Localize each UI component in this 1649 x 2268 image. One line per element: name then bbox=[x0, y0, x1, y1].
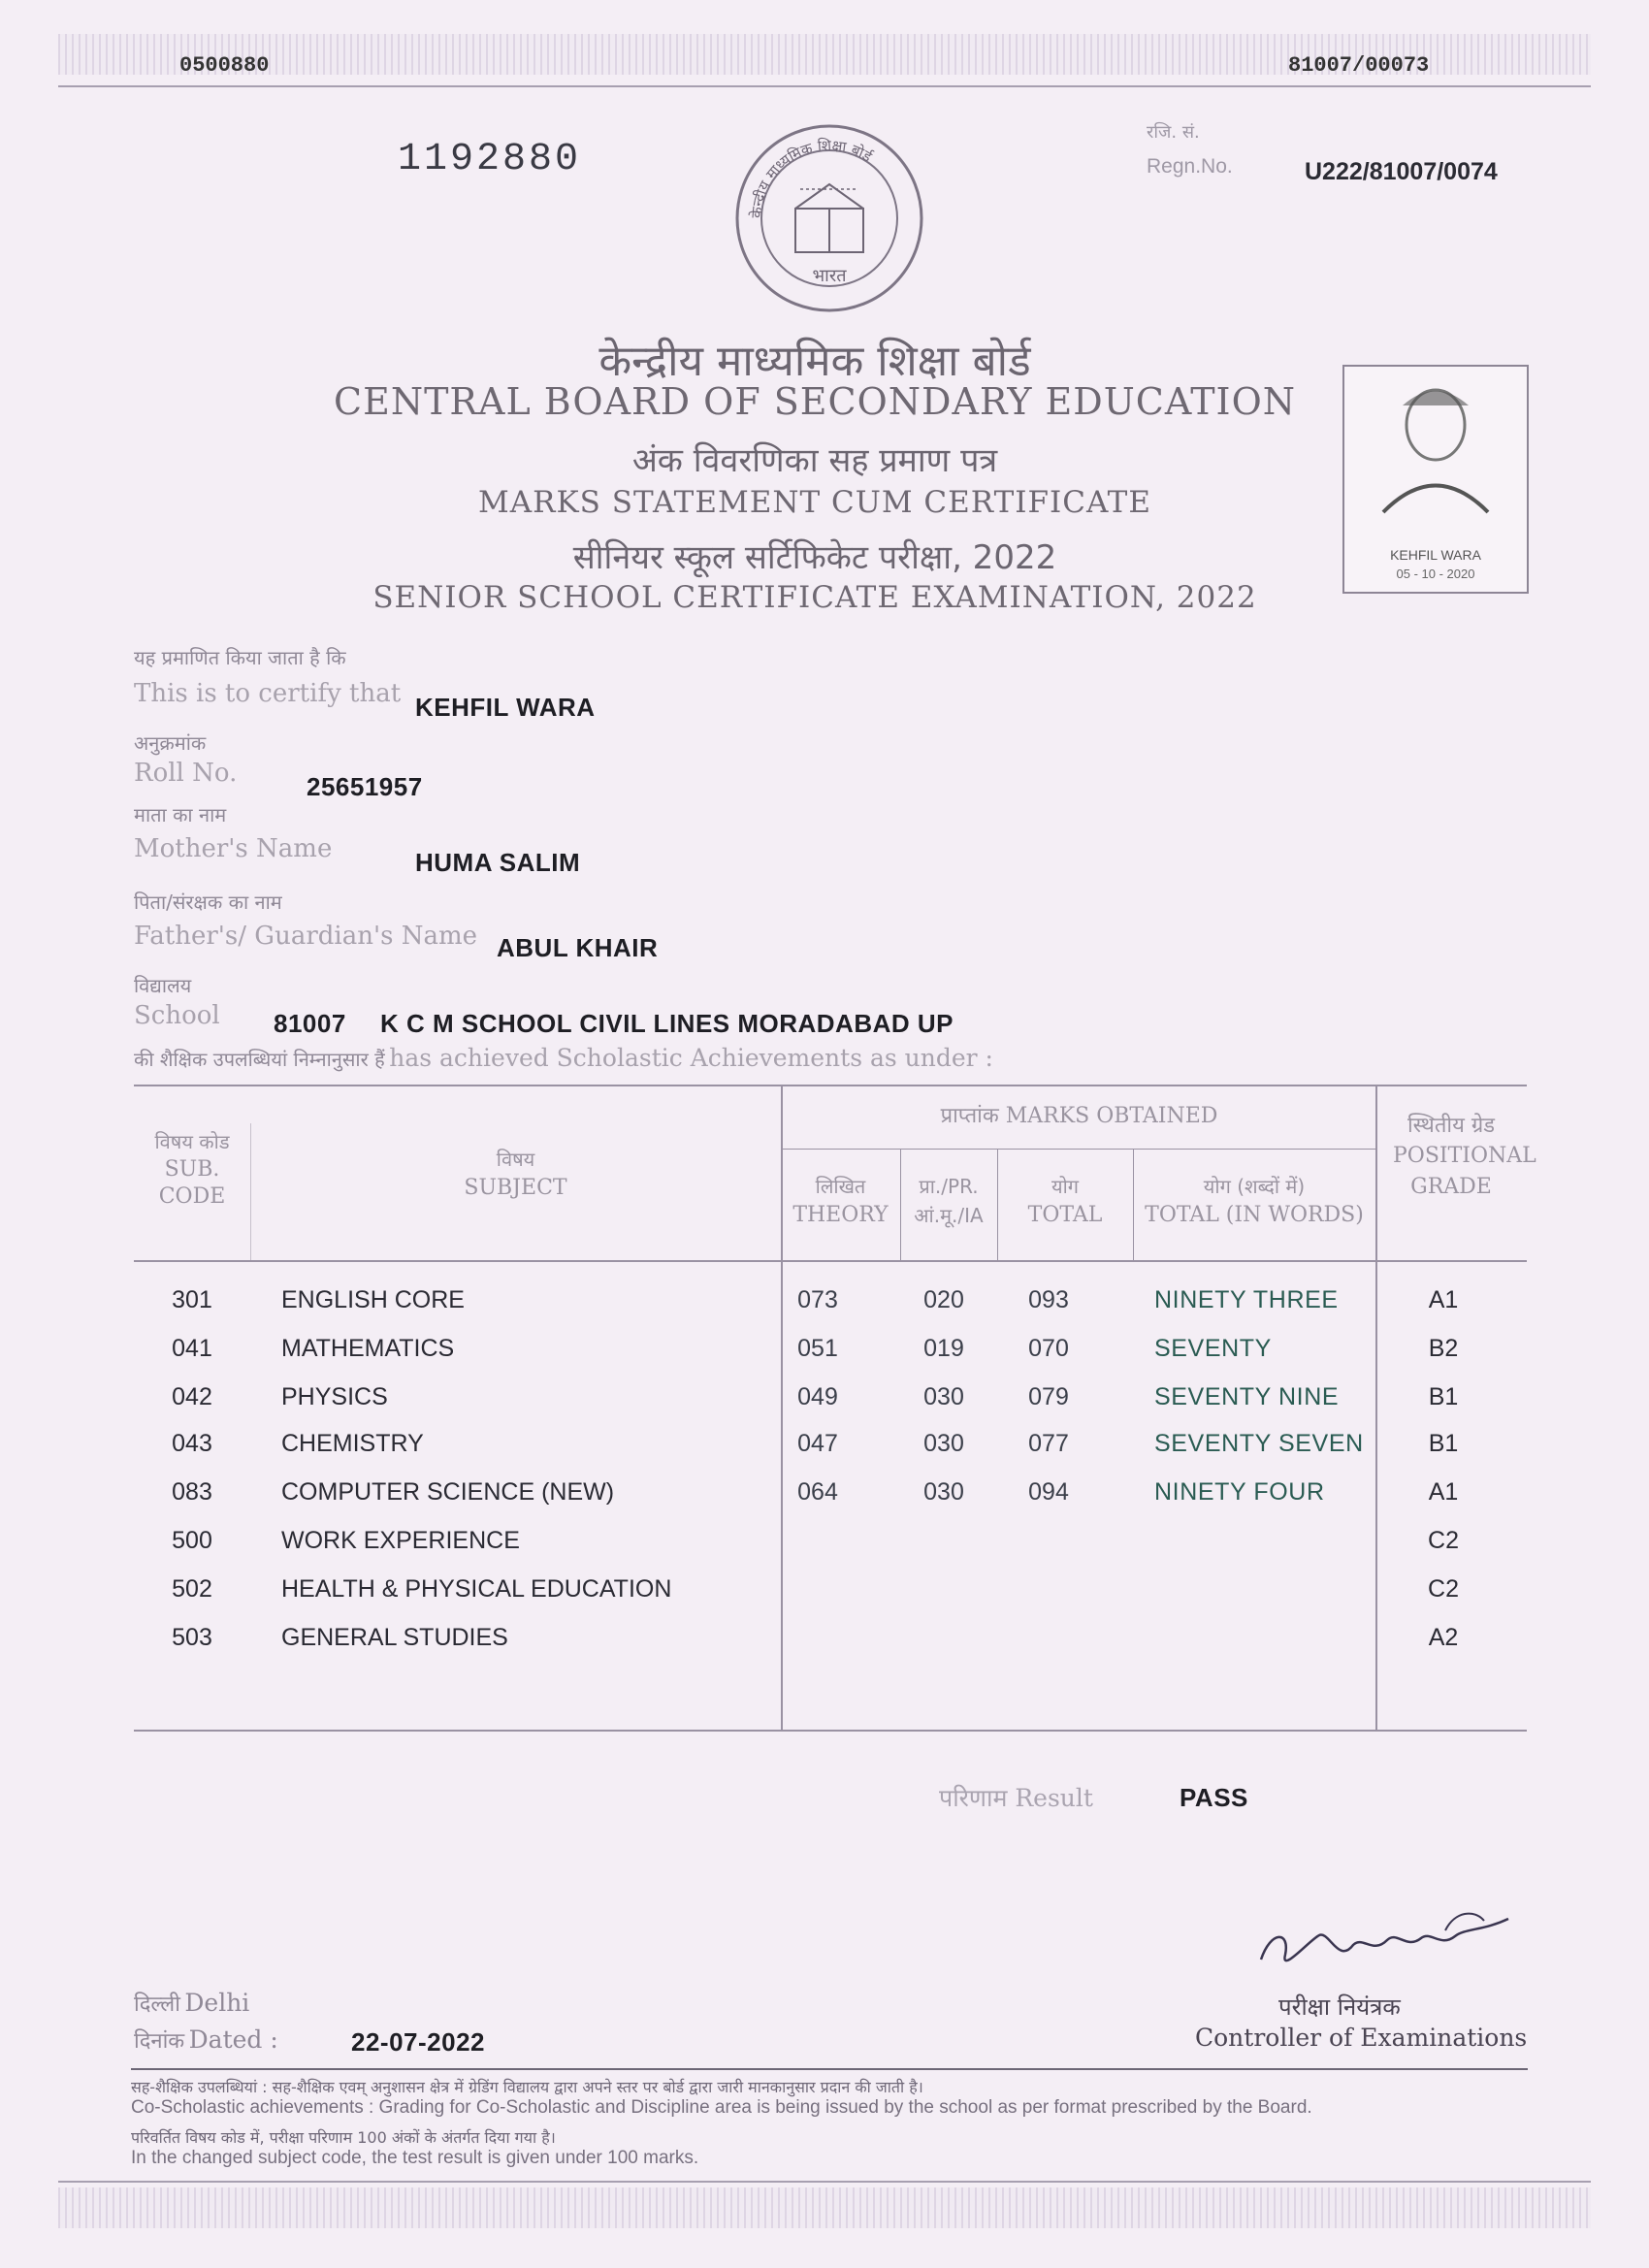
mother-label-hindi: माता का नाम bbox=[134, 803, 227, 826]
achieved-line bbox=[134, 1044, 993, 1072]
cell-total: 093 bbox=[1028, 1286, 1069, 1313]
achieved-text: has achieved Scholastic Achievements as under : bbox=[389, 1044, 993, 1072]
header-code bbox=[134, 1127, 250, 1211]
cell-code: 301 bbox=[172, 1286, 212, 1313]
header-theory-hindi: लिखित bbox=[815, 1175, 866, 1198]
cell-pr: 020 bbox=[923, 1286, 964, 1313]
photo-date: 05 - 10 - 2020 bbox=[1396, 567, 1475, 581]
cell-theory: 049 bbox=[797, 1383, 838, 1410]
table-top-border bbox=[134, 1085, 1527, 1086]
top-left-serial: 0500880 bbox=[179, 53, 270, 78]
seal-center-text: भारत bbox=[812, 266, 847, 286]
cell-grade: C2 bbox=[1428, 1575, 1459, 1603]
certificate-number: 1192880 bbox=[398, 138, 582, 181]
header-words-hindi: योग (शब्दों में) bbox=[1203, 1175, 1306, 1198]
table-row bbox=[134, 1335, 1527, 1383]
regn-number: U222/81007/0074 bbox=[1305, 158, 1498, 185]
header-marks-obtained: प्राप्तांक MARKS OBTAINED bbox=[940, 1104, 1218, 1128]
header-pr-ia bbox=[900, 1172, 997, 1230]
controller-signature bbox=[1251, 1901, 1523, 1989]
cell-words: SEVENTY NINE bbox=[1154, 1383, 1340, 1410]
note-subject-code: In the changed subject code, the test result is given under 100 marks. bbox=[131, 2148, 699, 2168]
table-row bbox=[134, 1286, 1527, 1335]
cell-code: 083 bbox=[172, 1478, 212, 1506]
cell-code: 041 bbox=[172, 1335, 212, 1362]
cell-grade: C2 bbox=[1428, 1527, 1459, 1554]
father-label: Father's/ Guardian's Name bbox=[134, 922, 477, 951]
cell-words: NINETY FOUR bbox=[1154, 1478, 1325, 1506]
student-name: KEHFIL WARA bbox=[415, 693, 596, 722]
header-total-words bbox=[1133, 1172, 1375, 1230]
header-subject-hindi: विषय bbox=[496, 1148, 535, 1171]
place-hindi: दिल्ली bbox=[134, 1993, 180, 2017]
place-en: Delhi bbox=[184, 1989, 250, 2017]
header-code-hindi: विषय कोड bbox=[154, 1130, 230, 1153]
note-co-scholastic-hindi: सह-शैक्षिक उपलब्धियां : सह-शैक्षिक एवम् अनुशासन क्षेत्र में ग्रेडिंग विद्यालय द्वारा अपने स्तर पर बोर्ड द्वारा जारी मानकानुसार प्रदान की जाती है। bbox=[131, 2078, 923, 2096]
cell-grade: B2 bbox=[1428, 1335, 1459, 1362]
cell-pr: 030 bbox=[923, 1478, 964, 1506]
table-row bbox=[134, 1624, 1527, 1672]
cell-subject: COMPUTER SCIENCE (NEW) bbox=[281, 1478, 615, 1506]
cell-words: SEVENTY bbox=[1154, 1335, 1272, 1362]
table-row bbox=[134, 1575, 1527, 1624]
student-photo bbox=[1342, 365, 1529, 594]
cell-pr: 030 bbox=[923, 1383, 964, 1410]
photo-name: KEHFIL WARA bbox=[1390, 547, 1481, 563]
header-subject bbox=[250, 1145, 781, 1203]
top-rule bbox=[58, 85, 1591, 87]
cell-code: 502 bbox=[172, 1575, 212, 1603]
roll-label: Roll No. bbox=[134, 759, 238, 788]
cell-total: 077 bbox=[1028, 1430, 1069, 1457]
result-value: PASS bbox=[1180, 1783, 1248, 1812]
table-row bbox=[134, 1383, 1527, 1432]
table-row bbox=[134, 1527, 1527, 1575]
controller-title: Controller of Examinations bbox=[1195, 2024, 1528, 2052]
school-name: K C M SCHOOL CIVIL LINES MORADABAD UP bbox=[380, 1009, 954, 1038]
cell-theory: 073 bbox=[797, 1286, 838, 1313]
regn-label-hi: रजि. सं. bbox=[1147, 122, 1200, 143]
cell-subject: PHYSICS bbox=[281, 1383, 388, 1410]
cell-grade: A1 bbox=[1428, 1478, 1459, 1506]
portrait-image bbox=[1344, 367, 1527, 522]
cbse-seal-emblem bbox=[728, 116, 931, 320]
cell-code: 500 bbox=[172, 1527, 212, 1554]
marks-table bbox=[134, 1085, 1536, 1733]
dated-hindi: दिनांक bbox=[134, 2029, 185, 2054]
header-grade bbox=[1375, 1112, 1536, 1203]
header-total-en: TOTAL bbox=[1027, 1203, 1103, 1227]
cell-theory: 064 bbox=[797, 1478, 838, 1506]
header-grade-hindi: स्थितीय ग्रेड bbox=[1406, 1114, 1496, 1138]
cell-grade: B1 bbox=[1428, 1383, 1459, 1410]
cell-total: 094 bbox=[1028, 1478, 1069, 1506]
exam-title-hindi: सीनियर स्कूल सर्टिफिकेट परीक्षा, 2022 bbox=[572, 538, 1057, 577]
cell-words: SEVENTY SEVEN bbox=[1154, 1430, 1364, 1457]
statement-title: MARKS STATEMENT CUM CERTIFICATE bbox=[478, 485, 1151, 520]
bottom-rule bbox=[58, 2181, 1591, 2183]
cell-subject: ENGLISH CORE bbox=[281, 1286, 465, 1313]
cell-grade: A2 bbox=[1428, 1624, 1459, 1651]
header-grade-en: POSITIONAL GRADE bbox=[1393, 1144, 1536, 1199]
note-co-scholastic: Co-Scholastic achievements : Grading for Co-Scholastic and Discipline area is being issued by the school as per format prescribed by the Board. bbox=[131, 2097, 1312, 2118]
cell-grade: B1 bbox=[1428, 1430, 1459, 1457]
notes-rule bbox=[131, 2068, 1528, 2070]
regn-label-en: Regn.No. bbox=[1147, 155, 1233, 178]
certify-label-hindi: यह प्रमाणित किया जाता है कि bbox=[134, 646, 346, 669]
cell-subject: CHEMISTRY bbox=[281, 1430, 424, 1457]
table-bottom-border bbox=[134, 1730, 1527, 1732]
header-bottom-border bbox=[134, 1260, 1527, 1262]
dated-line bbox=[134, 2025, 278, 2055]
cell-theory: 051 bbox=[797, 1335, 838, 1362]
roll-label-hindi: अनुक्रमांक bbox=[134, 731, 207, 755]
header-theory-en: THEORY bbox=[792, 1203, 889, 1227]
roll-number: 25651957 bbox=[307, 772, 423, 801]
dated-label: Dated : bbox=[188, 2025, 278, 2054]
controller-title-hindi: परीक्षा नियंत्रक bbox=[1278, 1993, 1401, 2021]
cell-pr: 019 bbox=[923, 1335, 964, 1362]
issue-date: 22-07-2022 bbox=[351, 2027, 485, 2057]
cell-total: 070 bbox=[1028, 1335, 1069, 1362]
statement-title-hindi: अंक विवरणिका सह प्रमाण पत्र bbox=[631, 441, 998, 480]
header-theory bbox=[781, 1172, 900, 1230]
school-label-hindi: विद्यालय bbox=[134, 974, 192, 997]
certify-label: This is to certify that bbox=[134, 679, 402, 708]
bottom-guilloche-border bbox=[58, 2187, 1591, 2228]
mother-label: Mother's Name bbox=[134, 834, 333, 863]
cell-subject: MATHEMATICS bbox=[281, 1335, 455, 1362]
father-name: ABUL KHAIR bbox=[497, 933, 659, 962]
cell-total: 079 bbox=[1028, 1383, 1069, 1410]
school-label: School bbox=[134, 1001, 220, 1030]
header-total-hindi: योग bbox=[1051, 1175, 1080, 1198]
cell-words: NINETY THREE bbox=[1154, 1286, 1339, 1313]
cell-theory: 047 bbox=[797, 1430, 838, 1457]
note-subject-code-hindi: परिवर्तित विषय कोड में, परीक्षा परिणाम 100 अंकों के अंतर्गत दिया गया है। bbox=[131, 2128, 556, 2147]
cell-grade: A1 bbox=[1428, 1286, 1459, 1313]
table-row bbox=[134, 1430, 1527, 1478]
marks-subheader-line bbox=[781, 1149, 1377, 1150]
header-ia: आं.मू./IA bbox=[914, 1204, 984, 1227]
place-line bbox=[134, 1989, 249, 2018]
cell-code: 503 bbox=[172, 1624, 212, 1651]
exam-title: SENIOR SCHOOL CERTIFICATE EXAMINATION, 2022 bbox=[372, 580, 1257, 615]
cell-pr: 030 bbox=[923, 1430, 964, 1457]
header-code-en: SUB. CODE bbox=[158, 1157, 226, 1209]
header-total bbox=[997, 1172, 1133, 1230]
cell-subject: HEALTH & PHYSICAL EDUCATION bbox=[281, 1575, 672, 1603]
header-pr: प्रा./PR. bbox=[919, 1175, 979, 1198]
achieved-hindi: की शैक्षिक उपलब्धियां निम्नानुसार हैं bbox=[134, 1048, 385, 1071]
seal-ring-text: केन्द्रीय माध्यमिक शिक्षा बोर्ड bbox=[747, 136, 875, 219]
result-label: परिणाम Result bbox=[939, 1784, 1093, 1812]
board-title-hindi: केन्द्रीय माध्यमिक शिक्षा बोर्ड bbox=[598, 337, 1031, 386]
table-row bbox=[134, 1478, 1527, 1527]
top-right-code: 81007/00073 bbox=[1288, 53, 1430, 78]
board-title: CENTRAL BOARD OF SECONDARY EDUCATION bbox=[334, 380, 1296, 423]
father-label-hindi: पिता/संरक्षक का नाम bbox=[134, 891, 282, 914]
cell-subject: GENERAL STUDIES bbox=[281, 1624, 508, 1651]
school-code: 81007 bbox=[274, 1009, 346, 1038]
cell-code: 042 bbox=[172, 1383, 212, 1410]
header-words-en: TOTAL (IN WORDS) bbox=[1145, 1203, 1364, 1227]
mother-name: HUMA SALIM bbox=[415, 848, 581, 877]
header-subject-en: SUBJECT bbox=[464, 1176, 567, 1200]
cell-subject: WORK EXPERIENCE bbox=[281, 1527, 520, 1554]
cell-code: 043 bbox=[172, 1430, 212, 1457]
